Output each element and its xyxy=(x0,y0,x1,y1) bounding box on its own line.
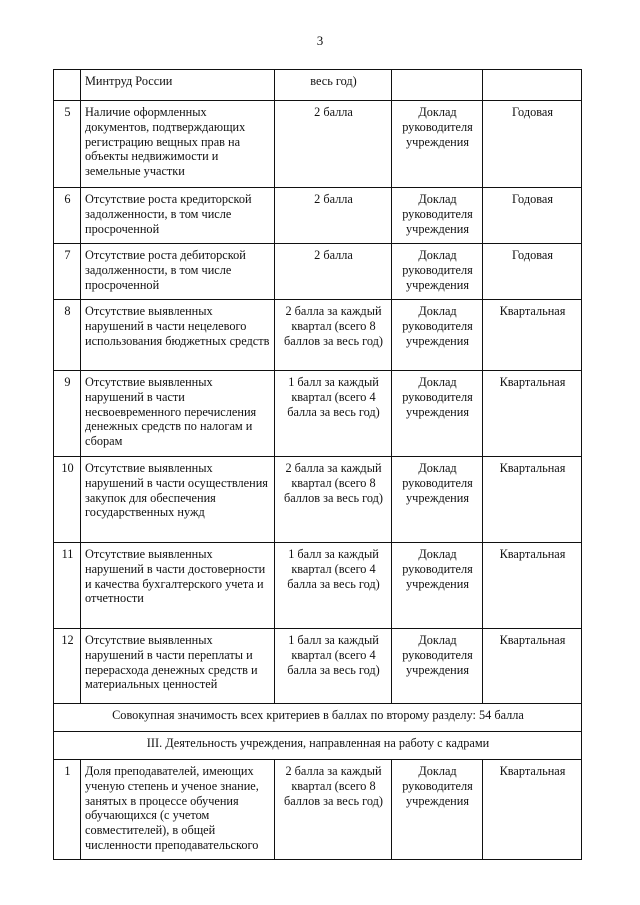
score-cell: 2 балла xyxy=(275,188,392,244)
table-row xyxy=(54,457,582,543)
row-number: 7 xyxy=(54,244,81,300)
table-row-continued xyxy=(54,70,582,101)
score-cell: 1 балл за каждый квартал (всего 4 балла за весь год) xyxy=(275,371,392,457)
period-cell: Квартальная xyxy=(483,371,582,457)
period-cell: Квартальная xyxy=(483,457,582,543)
section-summary: Совокупная значимость всех критериев в баллах по второму разделу: 54 балла xyxy=(54,704,582,732)
table-row xyxy=(54,629,582,704)
score-cell: 2 балла за каждый квартал (всего 8 баллов за весь год) xyxy=(275,457,392,543)
table-row xyxy=(54,101,582,188)
source-cell: Доклад руководителя учреждения xyxy=(392,760,483,860)
criterion-cell: Отсутствие выявленных нарушений в части осуществления закупок для обеспечения государственных нужд xyxy=(81,457,275,543)
period-cell: Годовая xyxy=(483,244,582,300)
table-row xyxy=(54,371,582,457)
row-number: 10 xyxy=(54,457,81,543)
row-number: 6 xyxy=(54,188,81,244)
criterion-cell: Отсутствие роста дебиторской задолженности, в том числе просроченной xyxy=(81,244,275,300)
table-row xyxy=(54,543,582,629)
period-cell: Квартальная xyxy=(483,300,582,371)
source-cell: Доклад руководителя учреждения xyxy=(392,543,483,629)
score-cell: весь год) xyxy=(275,70,392,101)
source-cell: Доклад руководителя учреждения xyxy=(392,101,483,188)
table-row xyxy=(54,188,582,244)
source-cell xyxy=(392,70,483,101)
summary-row xyxy=(54,704,582,732)
section-heading: III. Деятельность учреждения, направленная на работу с кадрами xyxy=(54,732,582,760)
row-number: 9 xyxy=(54,371,81,457)
score-cell: 2 балла xyxy=(275,244,392,300)
period-cell: Годовая xyxy=(483,101,582,188)
table-row xyxy=(54,300,582,371)
criterion-cell: Наличие оформленных документов, подтверждающих регистрацию вещных прав на объекты недвижимости и земельные участки xyxy=(81,101,275,188)
score-cell: 1 балл за каждый квартал (всего 4 балла за весь год) xyxy=(275,543,392,629)
source-cell: Доклад руководителя учреждения xyxy=(392,629,483,704)
source-cell: Доклад руководителя учреждения xyxy=(392,188,483,244)
criterion-cell: Отсутствие выявленных нарушений в части нецелевого использования бюджетных средств xyxy=(81,300,275,371)
period-cell: Квартальная xyxy=(483,760,582,860)
period-cell: Квартальная xyxy=(483,629,582,704)
period-cell xyxy=(483,70,582,101)
page-number: 3 xyxy=(316,33,324,48)
table-row xyxy=(54,760,582,860)
row-number: 12 xyxy=(54,629,81,704)
score-cell: 1 балл за каждый квартал (всего 4 балла за весь год) xyxy=(275,629,392,704)
table-row xyxy=(54,244,582,300)
period-cell: Квартальная xyxy=(483,543,582,629)
row-number xyxy=(54,70,81,101)
criterion-cell: Отсутствие выявленных нарушений в части переплаты и перерасхода денежных средств и материальных ценностей xyxy=(81,629,275,704)
source-cell: Доклад руководителя учреждения xyxy=(392,457,483,543)
period-cell: Годовая xyxy=(483,188,582,244)
criterion-cell: Отсутствие выявленных нарушений в части несвоевременного перечисления денежных средств по налогам и сборам xyxy=(81,371,275,457)
criteria-table xyxy=(53,69,582,860)
criterion-cell: Отсутствие роста кредиторской задолженности, в том числе просроченной xyxy=(81,188,275,244)
row-number: 8 xyxy=(54,300,81,371)
source-cell: Доклад руководителя учреждения xyxy=(392,371,483,457)
section-heading-row xyxy=(54,732,582,760)
source-cell: Доклад руководителя учреждения xyxy=(392,300,483,371)
score-cell: 2 балла за каждый квартал (всего 8 баллов за весь год) xyxy=(275,300,392,371)
score-cell: 2 балла за каждый квартал (всего 8 баллов за весь год) xyxy=(275,760,392,860)
row-number: 1 xyxy=(54,760,81,860)
source-cell: Доклад руководителя учреждения xyxy=(392,244,483,300)
criterion-cell: Минтруд России xyxy=(81,70,275,101)
row-number: 5 xyxy=(54,101,81,188)
criterion-cell: Доля преподавателей, имеющих ученую степень и ученое знание, занятых в процессе обучения обучающихся (с учетом совместителей), в общей численности преподавательского xyxy=(81,760,275,860)
score-cell: 2 балла xyxy=(275,101,392,188)
criterion-cell: Отсутствие выявленных нарушений в части достоверности и качества бухгалтерского учета и отчетности xyxy=(81,543,275,629)
row-number: 11 xyxy=(54,543,81,629)
